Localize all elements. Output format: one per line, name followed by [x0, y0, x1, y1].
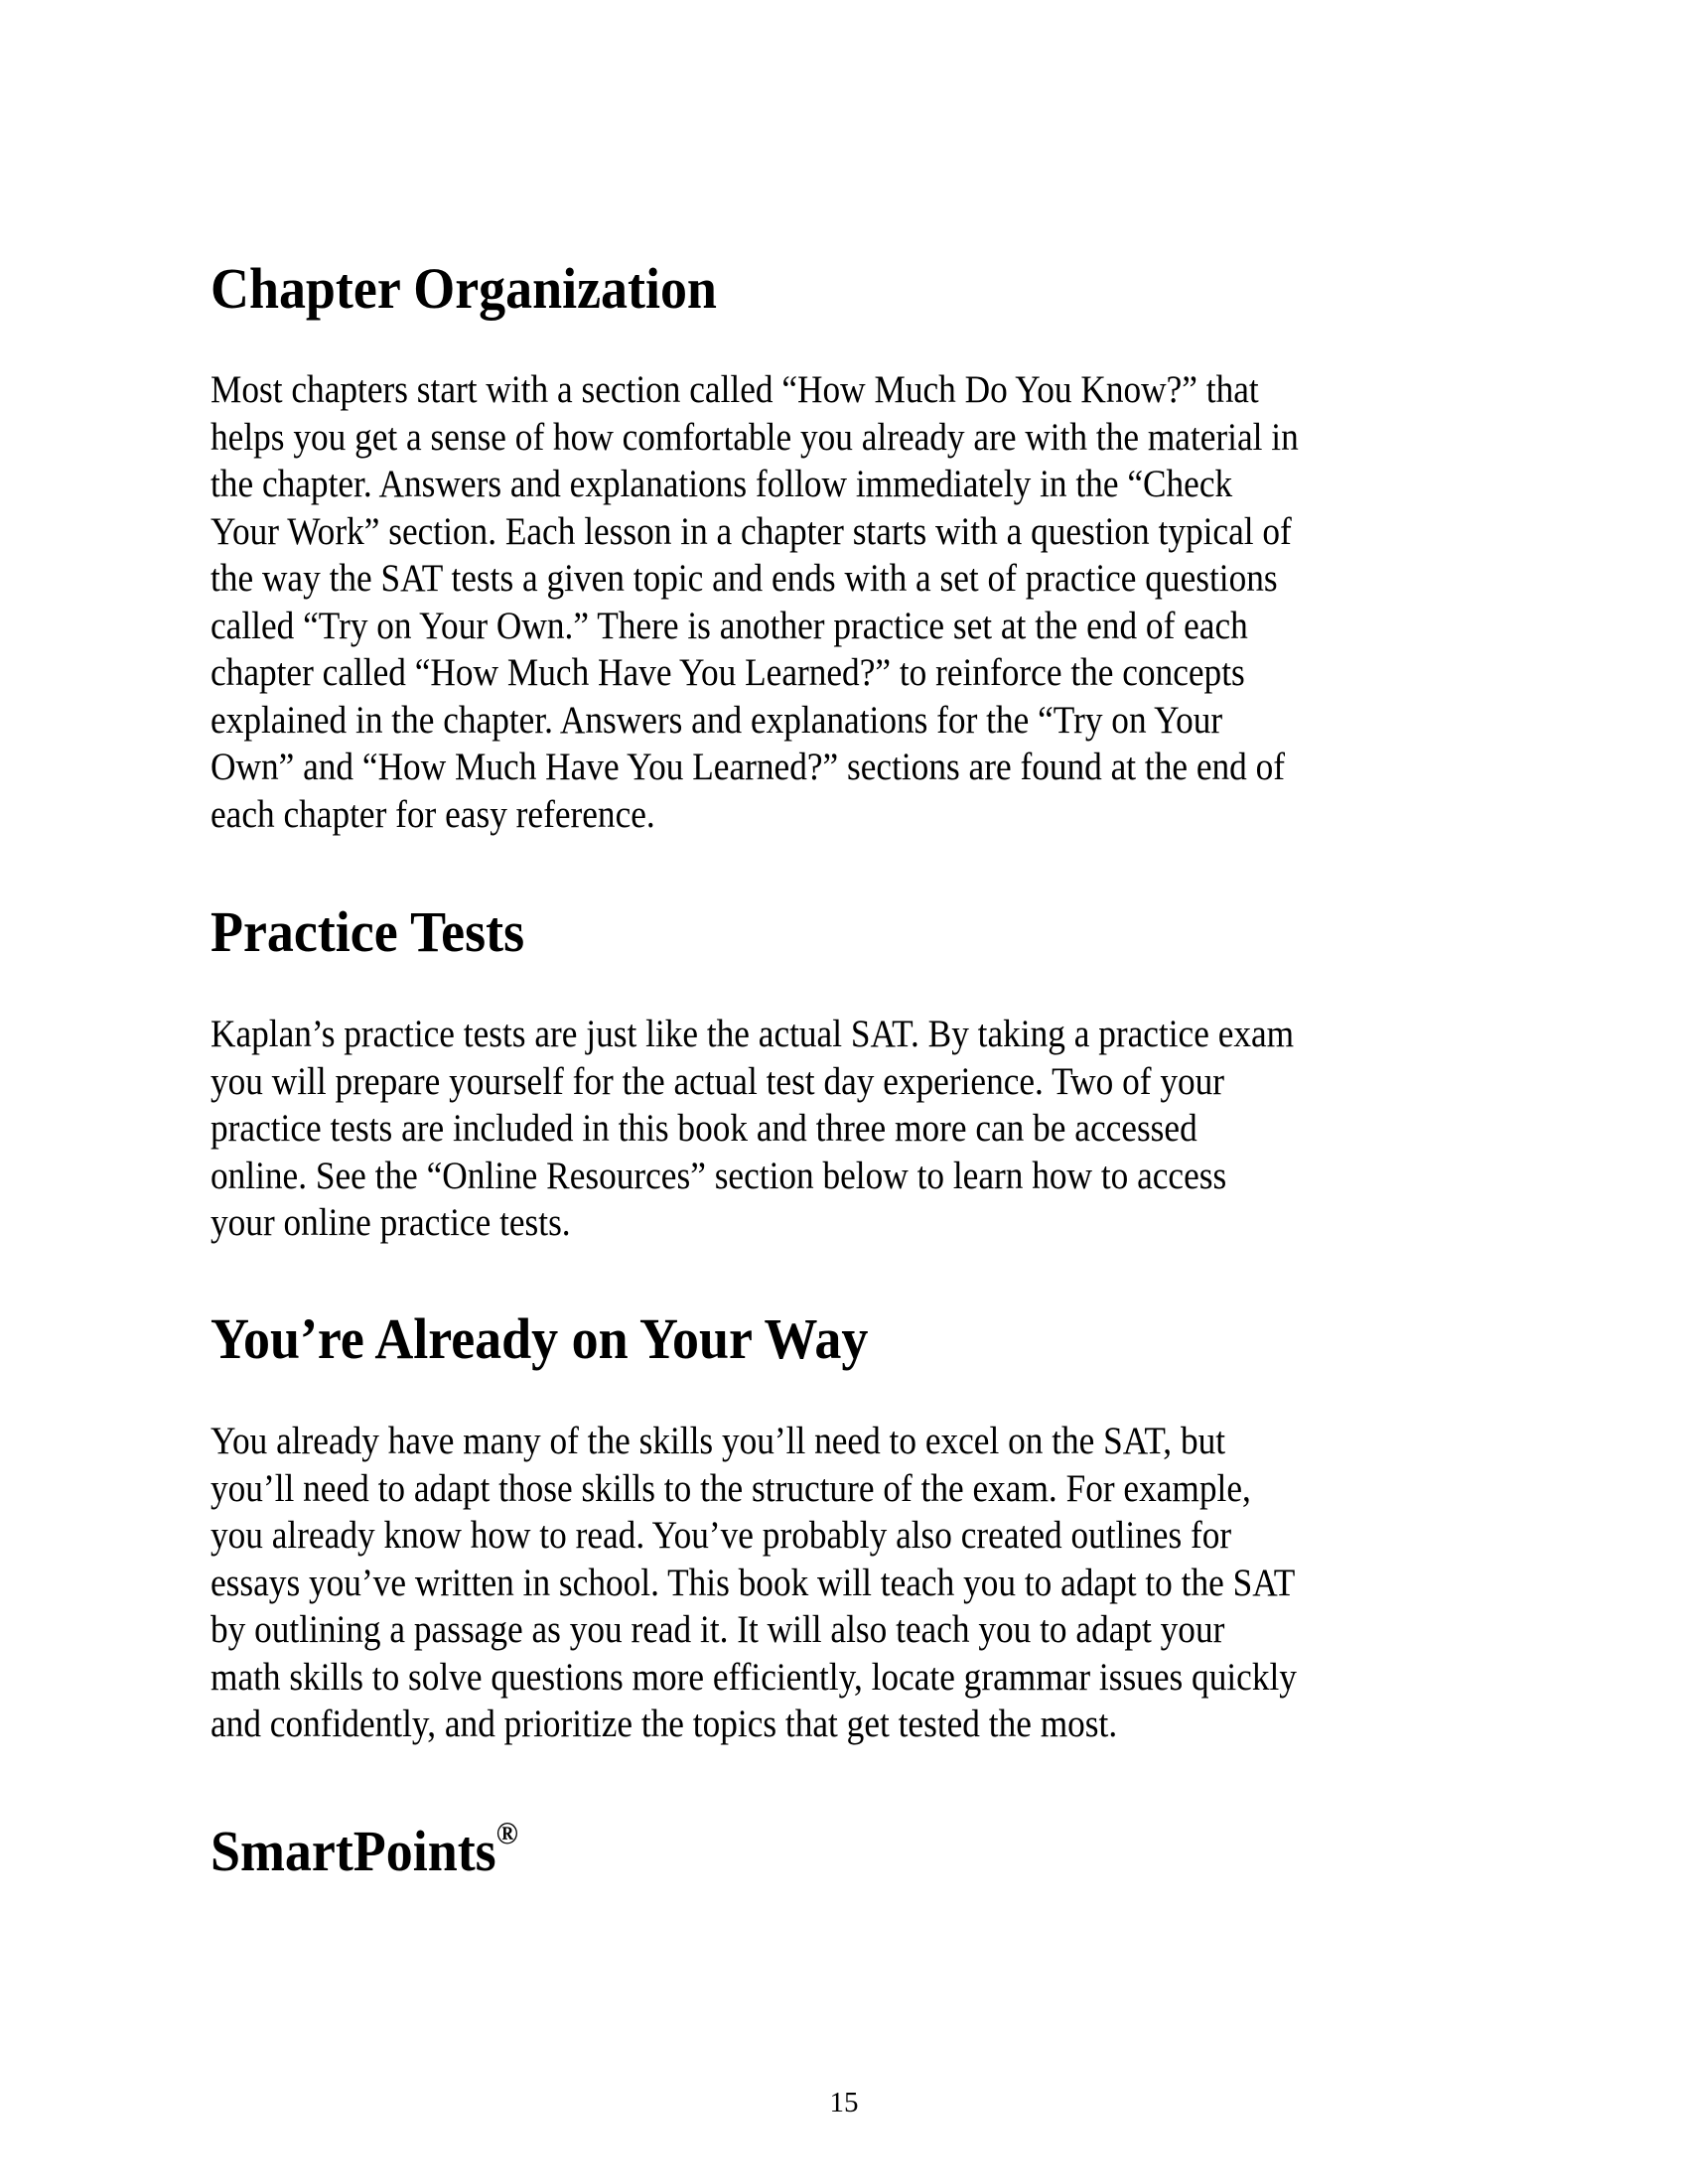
text-line: Kaplan’s practice tests are just like the actual SAT. By taking a practice exam [211, 1013, 1295, 1055]
page-number: 15 [829, 2087, 859, 2118]
paragraph-already-on-your-way [211, 1418, 1411, 1748]
heading-chapter-organization: Chapter Organization [211, 256, 717, 321]
text-line: you’ll need to adapt those skills to the structure of the exam. For example, [211, 1466, 1251, 1510]
text-line: essays you’ve written in school. This book will teach you to adapt to the SAT [211, 1561, 1296, 1604]
text-line: your online practice tests. [211, 1201, 571, 1244]
registered-trademark-symbol: ® [495, 1815, 518, 1850]
text-line: Own” and “How Much Have You Learned?” sections are found at the end of [211, 746, 1286, 788]
text-line: you will prepare yourself for the actual test day experience. Two of your [211, 1059, 1225, 1103]
text-line: math skills to solve questions more efficiently, locate grammar issues quickly [211, 1655, 1297, 1699]
paragraph-chapter-organization [211, 366, 1413, 838]
text-line: helps you get a sense of how comfortable you already are with the material in [211, 415, 1299, 459]
text-line: practice tests are included in this book and three more can be accessed [211, 1107, 1197, 1150]
heading-smartpoints-text: SmartPoints [211, 1819, 496, 1883]
paragraph-practice-tests [211, 1011, 1408, 1247]
text-line: online. See the “Online Resources” section below to learn how to access [211, 1154, 1227, 1197]
text-line: each chapter for easy reference. [211, 792, 655, 836]
text-line: and confidently, and prioritize the topics that get tested the most. [211, 1703, 1118, 1745]
text-line: Your Work” section. Each lesson in a chapter starts with a question typical of [211, 509, 1292, 553]
heading-practice-tests: Practice Tests [211, 899, 525, 964]
text-line: explained in the chapter. Answers and explanations for the “Try on Your [211, 698, 1223, 742]
text-line: by outlining a passage as you read it. It will also teach you to adapt your [211, 1608, 1225, 1651]
heading-smartpoints [211, 1815, 518, 1883]
text-line: Most chapters start with a section called “How Much Do You Know?” that [211, 368, 1259, 411]
heading-already-on-your-way: You’re Already on Your Way [211, 1306, 869, 1371]
text-line: you already know how to read. You’ve probably also created outlines for [211, 1514, 1232, 1557]
text-line: called “Try on Your Own.” There is another practice set at the end of each [211, 604, 1248, 647]
text-line: the way the SAT tests a given topic and ends with a set of practice questions [211, 557, 1278, 600]
text-line: You already have many of the skills you’ll need to excel on the SAT, but [211, 1420, 1226, 1462]
text-line: chapter called “How Much Have You Learned?” to reinforce the concepts [211, 651, 1245, 694]
text-line: the chapter. Answers and explanations follow immediately in the “Check [211, 463, 1233, 505]
